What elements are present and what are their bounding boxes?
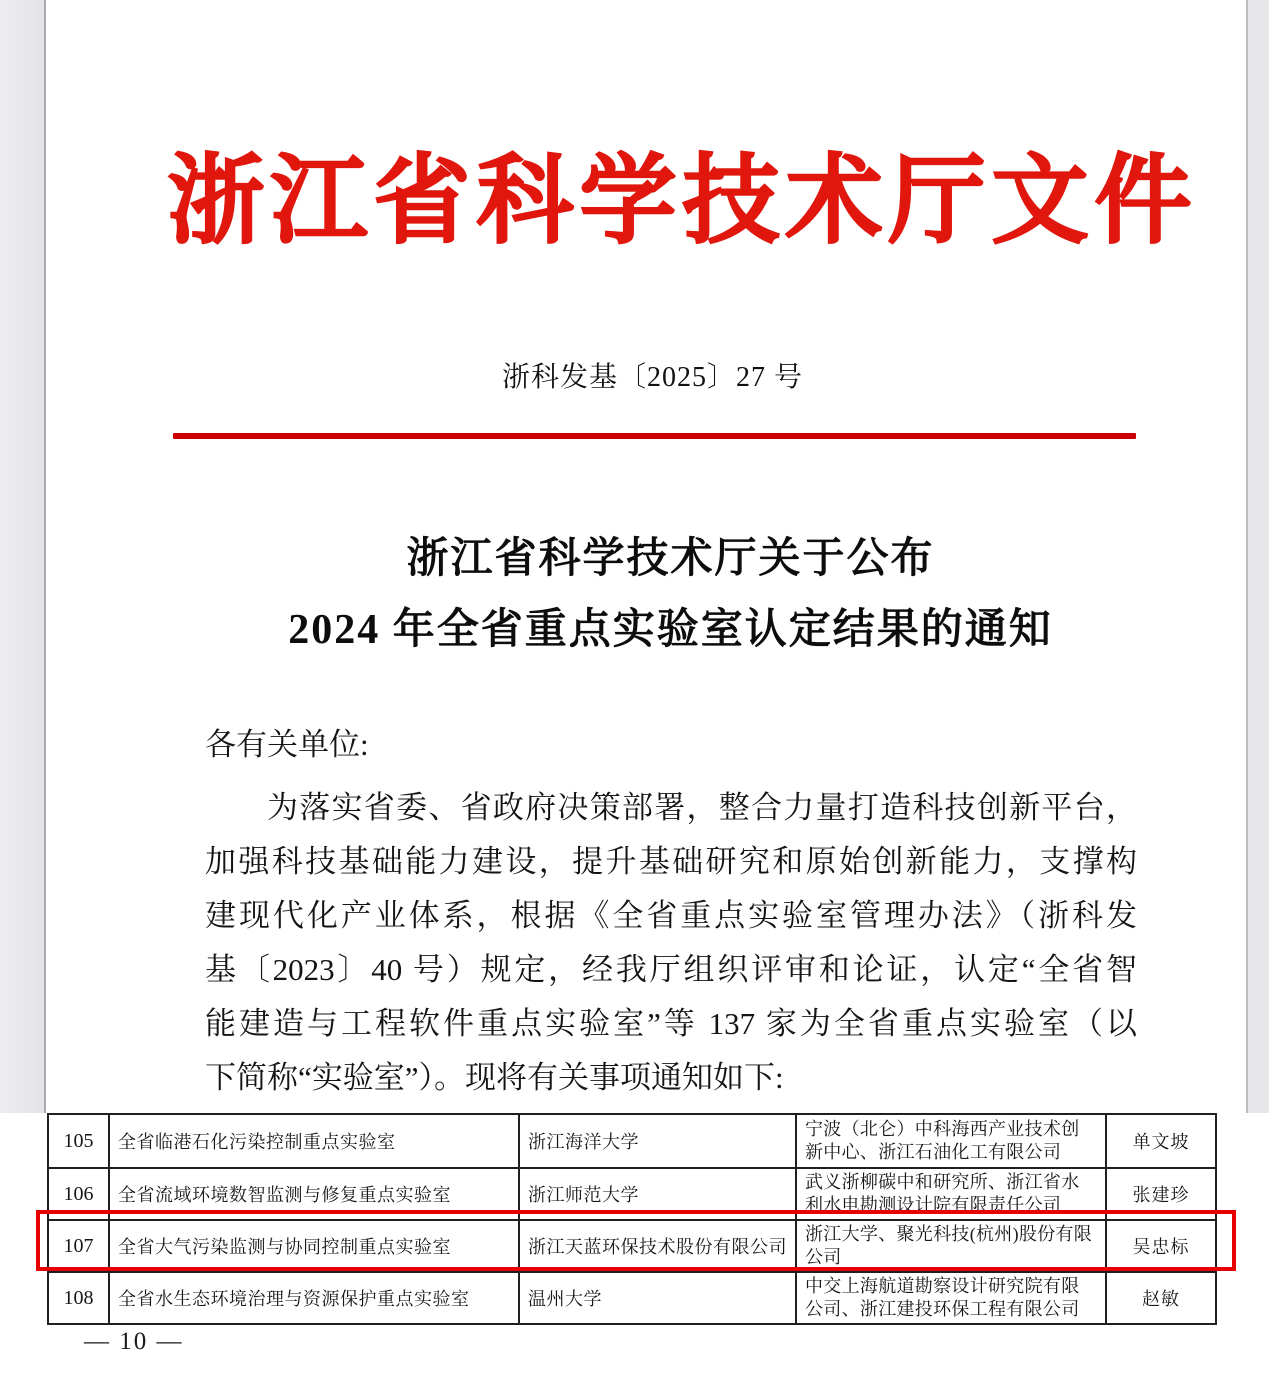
cell-lab-name: 全省大气污染监测与协同控制重点实验室 <box>109 1220 519 1272</box>
salutation: 各有关单位: <box>205 727 369 762</box>
cell-partners: 宁波（北仑）中科海西产业技术创新中心、浙江石油化工有限公司 <box>796 1114 1106 1168</box>
laboratory-table <box>47 1113 1217 1325</box>
body-line: 能建造与工程软件重点实验室”等 137 家为全省重点实验室（以 <box>205 1006 1137 1041</box>
body-line: 建现代化产业体系，根据《全省重点实验室管理办法》（浙科发 <box>205 898 1137 933</box>
table-row-106 <box>48 1168 1216 1220</box>
cell-row-number: 105 <box>48 1114 109 1168</box>
cell-row-number: 107 <box>48 1220 109 1272</box>
table-row-107-highlighted <box>48 1220 1216 1272</box>
notice-title-line-1: 浙江省科学技术厅关于公布 <box>406 536 935 582</box>
cell-institution: 浙江天蓝环保技术股份有限公司 <box>519 1220 796 1272</box>
page-number: — 10 — <box>84 1328 184 1355</box>
cell-lab-name: 全省临港石化污染控制重点实验室 <box>109 1114 519 1168</box>
cell-institution: 浙江师范大学 <box>519 1168 796 1220</box>
letterhead-title: 浙江省科学技术厅文件 <box>167 148 1198 255</box>
notice-title-line-2: 2024 年全省重点实验室认定结果的通知 <box>288 607 1053 653</box>
body-line: 为落实省委、省政府决策部署，整合力量打造科技创新平台， <box>267 790 1137 825</box>
cell-director: 张建珍 <box>1106 1168 1216 1220</box>
cell-director: 吴忠标 <box>1106 1220 1216 1272</box>
cell-lab-name: 全省水生态环境治理与资源保护重点实验室 <box>109 1272 519 1324</box>
body-line: 加强科技基础能力建设，提升基础研究和原始创新能力，支撑构 <box>205 844 1137 879</box>
red-divider-rule <box>173 433 1136 439</box>
cell-institution: 温州大学 <box>519 1272 796 1324</box>
desk-background-left <box>0 0 46 1113</box>
cell-partners: 中交上海航道勘察设计研究院有限公司、浙江建投环保工程有限公司 <box>796 1272 1106 1324</box>
notice-title <box>72 524 1269 666</box>
cell-director: 单文坡 <box>1106 1114 1216 1168</box>
cell-row-number: 106 <box>48 1168 109 1220</box>
document-number: 浙科发基〔2025〕27 号 <box>501 362 803 393</box>
cell-director: 赵敏 <box>1106 1272 1216 1324</box>
body-line: 下简称“实验室”）。现将有关事项通知如下: <box>205 1060 784 1095</box>
body-line: 基〔2023〕40 号）规定，经我厅组织评审和论证，认定“全省智 <box>205 952 1137 987</box>
table-row-108 <box>48 1272 1216 1324</box>
cell-institution: 浙江海洋大学 <box>519 1114 796 1168</box>
cell-row-number: 108 <box>48 1272 109 1324</box>
cell-lab-name: 全省流域环境数智监测与修复重点实验室 <box>109 1168 519 1220</box>
cell-partners: 浙江大学、聚光科技(杭州)股份有限公司 <box>796 1220 1106 1272</box>
cell-partners: 武义浙柳碳中和研究所、浙江省水利水电勘测设计院有限责任公司 <box>796 1168 1106 1220</box>
table-row-105 <box>48 1114 1216 1168</box>
body-paragraph <box>205 781 1137 1105</box>
